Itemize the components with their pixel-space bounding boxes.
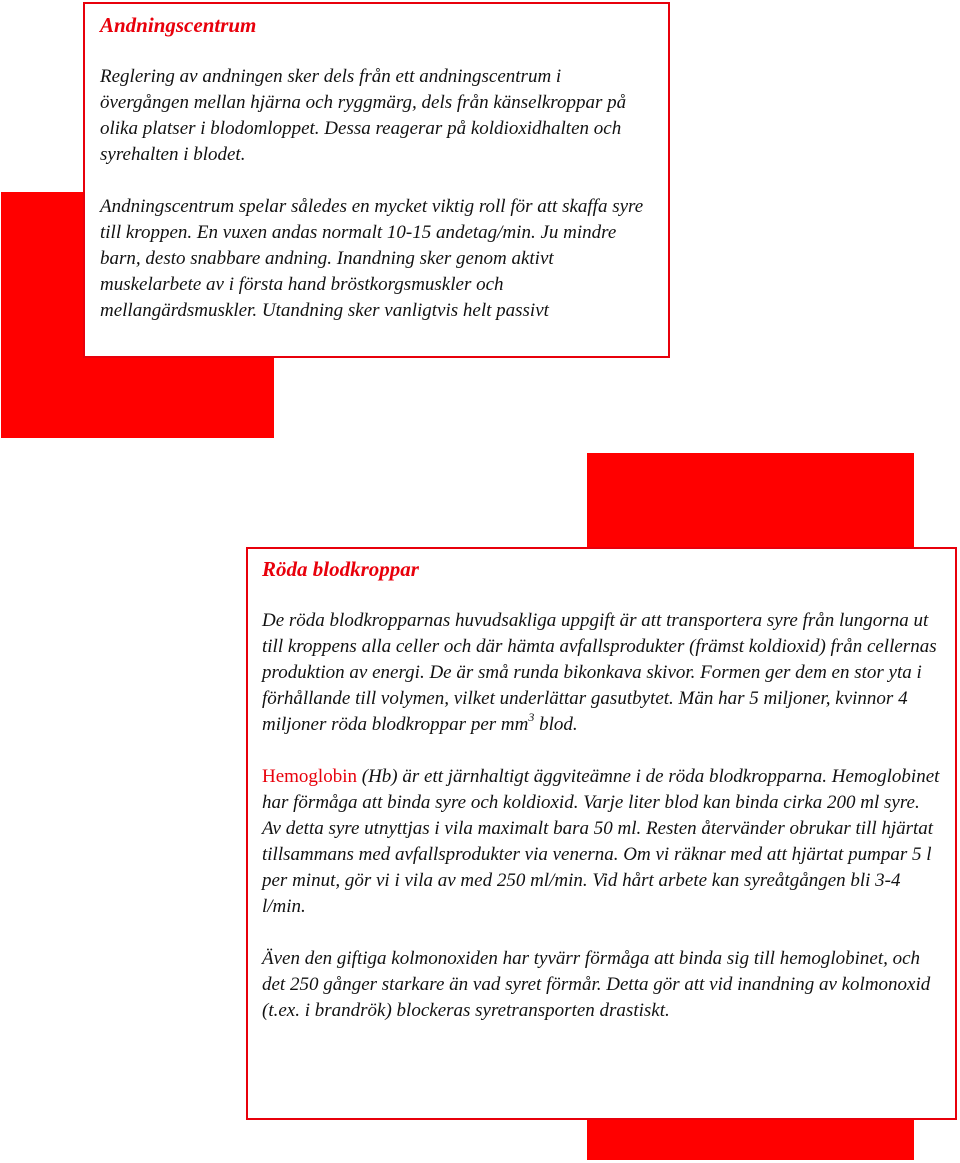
roda-blodkroppar-box [246,547,957,1120]
hemoglobin-term: Hemoglobin [262,766,357,787]
hemoglobin-text: (Hb) är ett järnhaltigt äggviteämne i de röda blodkropparna. Hemoglobinet har förmåga att binda syre och koldioxid. Varje liter blod kan binda cirka 200 ml syre. Av detta syre utnyttjas i vila maximalt bara 50 ml. Resten återvänder obrukar till hjärtat tillsammans med avfallsprodukter via venerna. Om vi räknar med att hjärtat pumpar 5 l per minut, gör vi i vila av med 250 ml/min. Vid hårt arbete kan syreåtgången bli 3-4 l/min. [262,766,940,917]
kolmonoxid-paragraph: Även den giftiga kolmonoxiden har tyvärr förmåga att binda sig till hemoglobinet, och det 250 gånger starkare än vad syret förmår. Detta gör att vid inandning av kolmonoxid (t.ex. i brandrök) blockeras syretransporten drastiskt. [262,948,931,1021]
andningscentrum-paragraph-1: Reglering av andningen sker dels från ett andningscentrum i övergången mellan hjärna och ryggmärg, dels från känselkroppar på olika platser i blodomloppet. Dessa reagerar på koldioxidhalten och syrehalten i blodet. [100,66,627,165]
roda-blodkroppar-paragraph-1 [262,608,941,738]
andningscentrum-paragraph-2: Andningscentrum spelar således en mycket viktig roll för att skaffa syre till kroppen. En vuxen andas normalt 10-15 andetag/min. Ju mindre barn, desto snabbare andning. Inandning sker genom aktivt muskelarbete av i första hand bröstkorgsmuskler och mellangärdsmuskler. Utandning sker vanligtvis helt passivt [100,196,644,321]
roda-blodkroppar-title: Röda blodkroppar [262,557,419,581]
paragraph-1-text: De röda blodkropparnas huvudsakliga uppgift är att transportera syre från lungorna ut till kroppens alla celler och där hämta avfallsprodukter (främst koldioxid) från cellernas produktion av energi. De är små runda bikonkava skivor. Formen ger dem en stor yta i förhållande till volymen, vilket underlättar gasutbytet. Män har 5 miljoner, kvinnor 4 miljoner röda blodkroppar per mm [262,610,937,735]
andningscentrum-title: Andningscentrum [100,13,257,37]
paragraph-1-end: blod. [534,714,578,735]
hemoglobin-paragraph [262,764,941,920]
andningscentrum-box [83,2,670,358]
superscript-3: 3 [528,709,535,724]
